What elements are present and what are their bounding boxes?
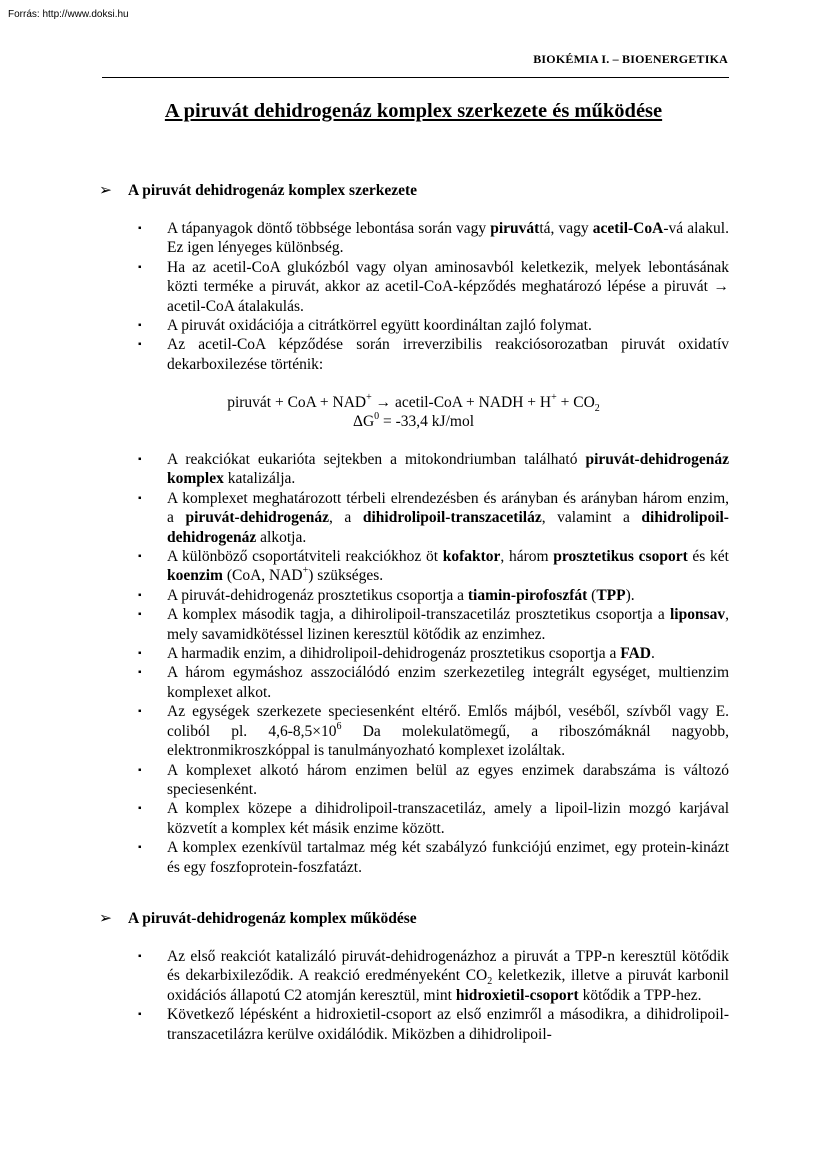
list-item-text: A piruvát-dehidrogenáz prosztetikus csoportja a tiamin-pirofoszfát (TPP). [167, 586, 635, 604]
list-item [138, 761, 729, 800]
square-bullet-icon: ▪ [138, 454, 142, 465]
list-item [138, 605, 729, 644]
square-bullet-icon: ▪ [138, 667, 142, 679]
square-bullet-icon: ▪ [138, 764, 142, 776]
section-heading-structure [99, 181, 417, 200]
list-item-text: A tápanyagok döntő többsége lebontása során vagy piruváttá, vagy acetil-CoA-vá alakul. Ez igen lényeges különbség. [167, 220, 729, 257]
structure-list-b [138, 450, 729, 877]
list-item [138, 586, 729, 605]
square-bullet-icon: ▪ [138, 320, 142, 332]
square-bullet-icon: ▪ [138, 609, 142, 621]
square-bullet-icon: ▪ [138, 589, 142, 601]
page-title: A piruvát dehidrogenáz komplex szerkezete és működése [164, 100, 663, 122]
list-item [138, 450, 729, 489]
arrow-bullet-icon: ➢ [99, 182, 112, 199]
list-item [138, 335, 729, 374]
equation-line: piruvát + CoA + NAD+ → acetil-CoA + NADH + $H^+ + CO_2$ [227, 391, 600, 415]
list-item-text: Következő lépésként a hidroxietil-csoport az első enzimről a másodikra, a dihidrolipoil-transzacetilázra kerülve oxidálódik. Miközben a dihidrolipoil- [167, 1006, 729, 1043]
arrow-bullet-icon: ➢ [99, 910, 112, 927]
list-item-text: A komplexet alkotó három enzimen belül az egyes enzimek darabszáma is változó speciesenként. [167, 761, 729, 798]
list-item [138, 489, 729, 547]
list-item [138, 947, 729, 1005]
list-item-text: Ha az acetil-CoA glukózból vagy olyan aminosavból keletkezik, melyek lebontásának közti terméke a piruvát, akkor az acetil-CoA-képződés meghatározó lépése a piruvát → acetil-CoA átalakulás. [167, 258, 729, 315]
square-bullet-icon: ▪ [138, 1009, 142, 1021]
list-item [138, 644, 729, 663]
list-item-text: Az egységek szerkezete speciesenként eltérő. Emlős májból, veséből, szívből vagy E. coliból pl. $4,6-8,5\times 10^6$ Da molekulatömegű, a riboszómáknál nagyobb, elektronmikroszkóppal is tanulmányozható komplexet izoláltak. [167, 703, 729, 760]
square-bullet-icon: ▪ [138, 339, 142, 351]
list-item-text: A harmadik enzim, a dihidrolipoil-dehidrogenáz prosztetikus csoportja a FAD. [167, 645, 655, 663]
list-item-text: A komplex második tagja, a dihirolipoil-transzacetiláz prosztetikus csoportja a liponsav, mely savamidkötéssel lizinen keresztül kötődik az enzimhez. [167, 606, 729, 643]
square-bullet-icon: ▪ [138, 261, 142, 273]
list-item-text: A különböző csoportátviteli reakciókhoz öt kofaktor, három prosztetikus csoport és két koenzim (CoA, NAD+) szükséges. [167, 548, 729, 585]
list-item [138, 1005, 729, 1044]
list-item-text: A három egymáshoz asszociálódó enzim szerkezetileg integrált egységet, multienzim komplexet alkot. [167, 664, 729, 701]
list-item-text: Az acetil-CoA képződése során irreverzibilis reakciósorozatban piruvát oxidatív dekarboxilezése történik: [167, 336, 729, 373]
list-item-text: A reakciókat eukarióta sejtekben a mitokondriumban található piruvát-dehidrogenáz komplex katalizálja. [167, 451, 729, 488]
square-bullet-icon: ▪ [138, 648, 142, 660]
square-bullet-icon: ▪ [138, 492, 142, 504]
source-note: Forrás: http://www.doksi.hu [8, 9, 129, 20]
list-item [138, 316, 729, 335]
list-item-text: A komplexet meghatározott térbeli elrendezésben és arányban és arányban három enzim, a piruvát-dehidrogenáz, a dihidrolipoil-transzacetiláz, valamint a dihidrolipoil-dehidrogenáz alkotja. [167, 489, 729, 546]
function-list [138, 947, 729, 1044]
running-head: BIOKÉMIA I. – BIOENERGETIKA [533, 52, 728, 66]
square-bullet-icon: ▪ [138, 803, 142, 815]
list-item-text: A komplex ezenkívül tartalmaz még két szabályzó funkciójú enzimet, egy protein-kinázt és egy foszfoprotein-foszfatázt. [167, 839, 729, 876]
list-item [138, 663, 729, 702]
list-item [138, 799, 729, 838]
list-item-text: A piruvát oxidációja a citrátkörrel együtt koordináltan zajló folymat. [167, 317, 592, 335]
square-bullet-icon: ▪ [138, 706, 142, 718]
structure-list-a [138, 219, 729, 374]
list-item [138, 702, 729, 760]
list-item [138, 838, 729, 877]
list-item [138, 219, 729, 258]
square-bullet-icon: ▪ [138, 551, 142, 563]
list-item [138, 258, 729, 316]
free-energy-line: $\Delta G^0 = -33,4$ kJ/mol [352, 411, 475, 431]
header-rule [102, 77, 729, 78]
reaction-equation [0, 393, 827, 432]
square-bullet-icon: ▪ [138, 842, 142, 854]
list-item [138, 547, 729, 586]
square-bullet-icon: ▪ [138, 951, 142, 962]
list-item-text: A komplex közepe a dihidrolipoil-transzacetiláz, amely a lipoil-lizin mozgó karjával közvetít a komplex két másik enzime között. [167, 800, 729, 837]
section-heading-text: A piruvát-dehidrogenáz komplex működése [128, 910, 417, 927]
section-heading-function [99, 909, 417, 928]
square-bullet-icon: ▪ [138, 223, 142, 234]
list-item-text: Az első reakciót katalizáló piruvát-dehidrogenázhoz a piruvát a TPP-n keresztül kötődik és dekarbixileződik. A reakció eredményeként $CO_2$ keletkezik, illetve a piruvát karbonil oxidációs állapotú C2 atomján keresztül, mint hidroxietil-csoport kötődik a TPP-hez. [167, 948, 729, 1004]
section-heading-text: A piruvát dehidrogenáz komplex szerkezete [128, 182, 418, 199]
